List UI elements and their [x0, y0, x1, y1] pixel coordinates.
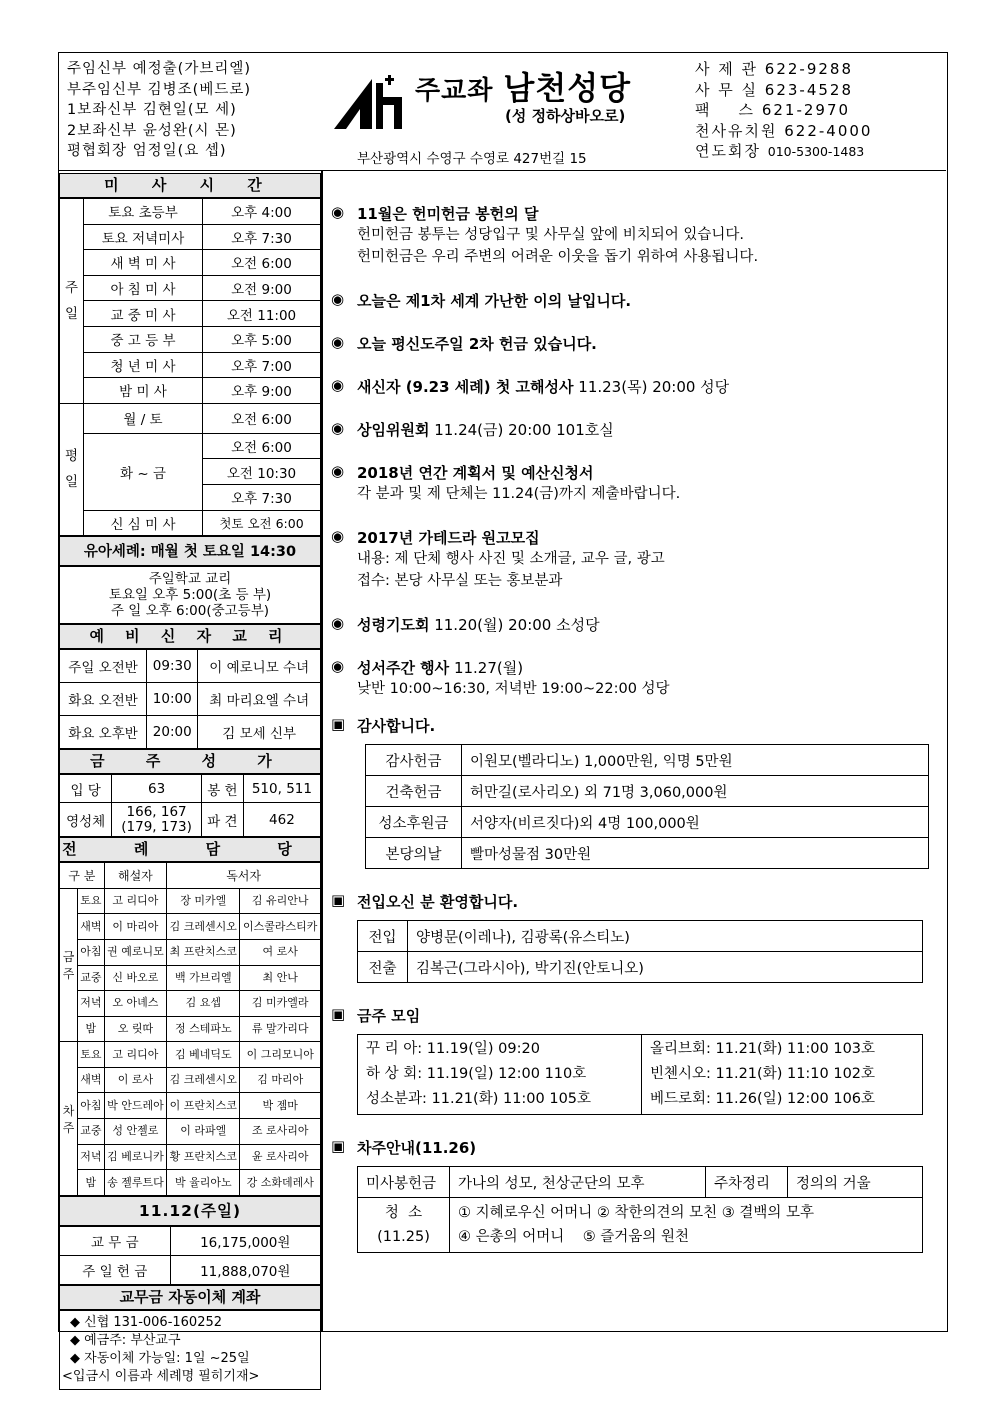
welcome-table [357, 920, 923, 983]
this-week-label [60, 888, 78, 1042]
info-line: ◆ 자동이체 가능일: 1일 ~25일 [70, 1350, 250, 1366]
meetings-table [357, 1034, 923, 1115]
infant-baptism: 유아세례: 매월 첫 토요일 14:30 [59, 536, 321, 566]
cleaning-label [358, 1198, 450, 1253]
school-line: 토요일 오후 5:00(초 등 부) [108, 587, 272, 604]
mass-time: 오후 4:00 [203, 199, 321, 225]
class-time: 10:00 [147, 683, 198, 716]
meeting-item: 꾸 리 아: 11.19(일) 09:20 [366, 1041, 540, 1057]
notice-item [331, 203, 943, 268]
commentator: 송 젤루트다 [104, 1170, 167, 1196]
hymn-label: 봉 헌 [201, 775, 243, 803]
header [59, 53, 946, 171]
reader: 김 베네딕도 [167, 1042, 240, 1068]
left-column [59, 173, 321, 1390]
staff-line: 부주임신부 김병조(베드로) [67, 81, 251, 98]
thanks-label: 감사헌금 [366, 745, 462, 776]
reader: 김 미카엘라 [240, 991, 321, 1017]
class-teacher: 최 마리요엘 수녀 [198, 683, 321, 716]
liturgy-slot: 교중 [78, 965, 105, 991]
subtitle: (성 정하상바오로) [505, 107, 626, 125]
notice-item [331, 462, 943, 505]
notice-title: 성서주간 행사 [357, 659, 450, 677]
liturgy-slot: 저녁 [78, 991, 105, 1017]
section-title: 금주 모임 [357, 1007, 421, 1025]
transfer-label: 전입 [358, 921, 408, 952]
reader: 조 로사리아 [240, 1119, 321, 1145]
square-bullet-icon: ▣ [331, 715, 346, 733]
staff-list [67, 59, 251, 162]
notice-schedule: 11.27(월) [449, 659, 524, 677]
bullet-icon: ◉ [331, 203, 345, 221]
cleaning-groups [450, 1198, 923, 1253]
next-week-table [357, 1166, 923, 1253]
thanks-value: 이원모(벨라디노) 1,000만원, 익명 5만원 [462, 745, 929, 776]
mass-time: 오전 6:00 [203, 250, 321, 276]
mass-name: 신 심 미 사 [84, 510, 203, 536]
contact-row [695, 59, 872, 80]
offering-table [59, 1226, 321, 1285]
offering-label: 주 일 헌 금 [60, 1255, 171, 1284]
mass-time: 오전 6:00 [203, 433, 321, 459]
sunday-school [59, 566, 321, 624]
offering-amount: 16,175,000원 [170, 1226, 320, 1255]
mass-times-table [59, 198, 321, 536]
liturgy-slot: 토요 [78, 888, 105, 914]
meeting-item: 하 상 회: 11.19(일) 12:00 110호 [366, 1066, 587, 1082]
church-logo-icon [332, 71, 412, 131]
meetings-left [358, 1035, 642, 1115]
label-text: 주일 [64, 279, 79, 322]
contact-row [695, 141, 872, 163]
mass-time: 오후 7:30 [203, 484, 321, 510]
hymn-number-line: (179, 173) [121, 818, 192, 835]
offering-date: 11.12(주일) [59, 1196, 321, 1226]
hymn-label: 영성체 [60, 803, 112, 837]
square-bullet-icon: ▣ [331, 891, 346, 909]
notice-title: 2018년 연간 계획서 및 예산신청서 [357, 464, 594, 482]
mass-name: 중 고 등 부 [84, 326, 203, 352]
reader: 강 소화데레사 [240, 1170, 321, 1196]
hymn-heading: 금 주 성 가 [59, 749, 321, 774]
reader: 최 프란치스코 [167, 939, 240, 965]
mass-name: 아 침 미 사 [84, 275, 203, 301]
mass-time: 오전 10:30 [203, 459, 321, 485]
class-name: 주일 오전반 [60, 650, 147, 683]
bullet-icon: ◉ [331, 333, 345, 351]
mass-time: 오전 9:00 [203, 275, 321, 301]
reader: 박 젬마 [240, 1093, 321, 1119]
commentator: 김 베로니카 [104, 1144, 167, 1170]
commentator: 오 아녜스 [104, 991, 167, 1017]
church-name [415, 63, 631, 109]
info-line: ◆ 예금주: 부산교구 [70, 1332, 181, 1348]
notice-detail: 헌미헌금 봉투는 성당입구 및 사무실 앞에 비치되어 있습니다. [357, 227, 745, 243]
reader: 류 말가리다 [240, 1016, 321, 1042]
section-title: 감사합니다. [357, 717, 436, 735]
square-bullet-icon: ▣ [331, 1137, 346, 1155]
hymn-label: 입 당 [60, 775, 112, 803]
reader: 장 미카엘 [167, 888, 240, 914]
liturgy-slot: 새벽 [78, 1067, 105, 1093]
class-name: 화요 오전반 [60, 683, 147, 716]
info-value: 가나의 성모, 천상군단의 모후 [450, 1167, 706, 1198]
notice-detail: 각 분과 및 제 단체는 11.24(금)까지 제출바랍니다. [357, 486, 681, 502]
notice-detail: 접수: 본당 사무실 또는 홍보분과 [357, 573, 563, 589]
info-label: 주차정리 [706, 1167, 788, 1198]
auto-transfer-heading: 교무금 자동이체 계좌 [59, 1285, 321, 1310]
mass-time: 오전 6:00 [203, 403, 321, 433]
reader: 김 마리아 [240, 1067, 321, 1093]
square-bullet-icon: ▣ [331, 1005, 346, 1023]
liturgy-col-head: 구 분 [60, 863, 105, 889]
class-teacher: 김 모세 신부 [198, 716, 321, 749]
label-text: 평일 [64, 448, 79, 491]
bullet-icon: ◉ [331, 376, 345, 394]
notice-item [331, 419, 943, 440]
info-line: ◆ 신협 131-006-160252 [70, 1314, 223, 1330]
thanks-section [331, 715, 943, 736]
notice-detail: 내용: 제 단체 행사 사진 및 소개글, 교우 글, 광고 [357, 551, 665, 567]
notice-item [331, 333, 943, 354]
reader: 이 프란치스코 [167, 1093, 240, 1119]
hymn-number: 63 [112, 775, 202, 803]
liturgy-col-head: 독서자 [167, 863, 321, 889]
notice-title: 새신자 (9.23 세례) 첫 고해성사 [357, 378, 574, 396]
commentator: 오 릿따 [104, 1016, 167, 1042]
section-title: 차주안내(11.26) [357, 1139, 477, 1157]
meeting-item: 성소분과: 11.21(화) 11:00 105호 [366, 1091, 592, 1107]
contact-row [695, 100, 872, 121]
commentator: 성 안젤로 [104, 1119, 167, 1145]
mass-name: 새 벽 미 사 [84, 250, 203, 276]
info-value-line: ① 지혜로우신 어머니 ② 착한의견의 모친 ③ 결백의 모후 [458, 1205, 815, 1221]
class-name: 화요 오후반 [60, 716, 147, 749]
notice-item [331, 290, 943, 311]
liturgy-slot: 아침 [78, 939, 105, 965]
class-time: 09:30 [147, 650, 198, 683]
reader: 정 스테파노 [167, 1016, 240, 1042]
contacts [695, 59, 872, 163]
notice-schedule: 11.20(월) 20:00 소성당 [429, 616, 600, 634]
contact-phone: 623-4528 [764, 80, 854, 99]
reader: 윤 로사리아 [240, 1144, 321, 1170]
staff-line: 1보좌신부 김현일(모 세) [67, 102, 237, 119]
notice-detail: 헌미헌금은 우리 주변의 어려운 이웃을 돕기 위하여 사용됩니다. [357, 249, 759, 265]
contact-phone: 621-2970 [761, 101, 851, 120]
transfer-names: 김복근(그라시아), 박기진(안토니오) [408, 952, 923, 983]
hymn-number [112, 803, 202, 837]
transfer-names: 양병문(이레나), 김광록(유스티노) [408, 921, 923, 952]
commentator: 고 리디아 [104, 888, 167, 914]
contact-phone: 010-5300-1483 [767, 144, 865, 160]
school-line: 주일학교 교리 [148, 571, 232, 588]
info-label: 미사봉헌금 [358, 1167, 450, 1198]
offering-label: 교 무 금 [60, 1226, 171, 1255]
contact-phone: 622-9288 [764, 60, 854, 78]
notice-title: 오늘은 제1차 세계 가난한 이의 날입니다. [357, 292, 632, 310]
thanks-label: 건축헌금 [366, 776, 462, 807]
info-label-line: 청 소 [384, 1205, 423, 1221]
weekday-label [60, 403, 84, 535]
bullet-icon: ◉ [331, 657, 345, 675]
notice-schedule: 11.23(목) 20:00 성당 [573, 378, 730, 396]
liturgy-col-head: 해설자 [104, 863, 167, 889]
bullet-icon: ◉ [331, 527, 345, 545]
thanks-table [365, 744, 929, 869]
auto-transfer-info [59, 1310, 321, 1390]
commentator: 박 안드레아 [104, 1093, 167, 1119]
contact-row [695, 80, 872, 101]
contact-label: 천사유치원 [695, 121, 778, 140]
thanks-value: 빨마성물점 30만원 [462, 838, 929, 869]
contact-row [695, 121, 872, 142]
liturgy-slot: 밤 [78, 1170, 105, 1196]
bullet-icon: ◉ [331, 614, 345, 632]
reader: 이스콜라스티카 [240, 914, 321, 940]
hymn-number-line: 166, 167 [126, 803, 187, 820]
reader: 김 크레센시오 [167, 914, 240, 940]
notice-title: 상임위원회 [357, 421, 430, 439]
bullet-icon: ◉ [331, 462, 345, 480]
reader: 김 요셉 [167, 991, 240, 1017]
notice-title: 성령기도회 [357, 616, 430, 634]
reader: 김 크레센시오 [167, 1067, 240, 1093]
info-label-line: (11.25) [377, 1229, 430, 1245]
meetings-right [642, 1035, 923, 1115]
notice-detail: 낮반 10:00~16:30, 저녁반 19:00~22:00 성당 [357, 681, 670, 697]
reader: 이 라파엘 [167, 1119, 240, 1145]
mass-name: 화 ~ 금 [84, 433, 203, 510]
liturgy-slot: 아침 [78, 1093, 105, 1119]
meeting-item: 베드로회: 11.26(일) 12:00 106호 [650, 1091, 876, 1107]
commentator: 이 로사 [104, 1067, 167, 1093]
liturgy-slot: 교중 [78, 1119, 105, 1145]
mass-times-heading: 미 사 시 간 [59, 173, 321, 198]
contact-label: 사 무 실 [695, 80, 759, 99]
liturgy-slot: 새벽 [78, 914, 105, 940]
thanks-value: 서양자(비르짓다)외 4명 100,000원 [462, 807, 929, 838]
thanks-label: 성소후원금 [366, 807, 462, 838]
staff-line: 2보좌신부 윤성완(시 몬) [67, 122, 237, 139]
title-prefix: 주교좌 [415, 76, 494, 106]
liturgy-table [59, 862, 321, 1196]
mass-name: 월 / 토 [84, 403, 203, 433]
reader: 최 안나 [240, 965, 321, 991]
label-text: 차주 [62, 1103, 75, 1135]
reader: 백 가브리엘 [167, 965, 240, 991]
reader: 황 프란치스코 [167, 1144, 240, 1170]
hymn-number: 510, 511 [243, 775, 320, 803]
page-title: 남천성당 [503, 69, 632, 107]
contact-phone: 622-4000 [784, 121, 873, 140]
liturgy-slot: 밤 [78, 1016, 105, 1042]
meeting-item: 빈첸시오: 11.21(화) 11:10 102호 [650, 1066, 876, 1082]
mass-time: 오후 7:30 [203, 224, 321, 250]
commentator: 이 마리아 [104, 914, 167, 940]
mass-time: 오전 11:00 [203, 301, 321, 327]
notice-item [331, 614, 943, 635]
info-line: <입금시 이름과 세례명 필히기재> [62, 1368, 260, 1384]
hymn-number: 462 [243, 803, 320, 837]
notice-schedule: 11.24(금) 20:00 101호실 [429, 421, 614, 439]
bullet-icon: ◉ [331, 290, 345, 308]
label-text: 금주 [62, 950, 75, 981]
notice-item [331, 527, 943, 592]
notices-column [331, 203, 943, 1253]
meetings-section [331, 1005, 943, 1026]
address: 부산광역시 수영구 수영로 427번길 15 [357, 151, 587, 167]
catechumen-heading: 예 비 신 자 교 리 [59, 624, 321, 649]
column-divider [321, 171, 323, 1331]
mass-time: 오후 7:00 [203, 352, 321, 378]
catechumen-table [59, 649, 321, 749]
transfer-label: 전출 [358, 952, 408, 983]
reader: 이 그리모니아 [240, 1042, 321, 1068]
sunday-label [60, 199, 84, 404]
mass-time: 오후 5:00 [203, 326, 321, 352]
welcome-section [331, 891, 943, 912]
mass-name: 청 년 미 사 [84, 352, 203, 378]
mass-name: 교 중 미 사 [84, 301, 203, 327]
thanks-value: 허만길(로사리오) 외 71명 3,060,000원 [462, 776, 929, 807]
mass-name: 밤 미 사 [84, 378, 203, 404]
staff-line: 평협회장 엄정일(요 셉) [67, 143, 227, 160]
reader: 김 유리안나 [240, 888, 321, 914]
contact-label: 사 제 관 [695, 60, 759, 78]
contact-label: 연도회장 [695, 142, 761, 161]
liturgy-heading: 전 례 담 당 [59, 837, 321, 862]
notice-title: 11월은 헌미헌금 봉헌의 달 [357, 205, 539, 223]
mass-name: 토요 저녁미사 [84, 224, 203, 250]
meeting-item: 올리브회: 11.21(화) 11:00 103호 [650, 1041, 876, 1057]
section-title: 전입오신 분 환영합니다. [357, 893, 519, 911]
commentator: 신 바오로 [104, 965, 167, 991]
commentator: 권 예로니모 [104, 939, 167, 965]
info-value-line: ④ 은총의 어머니 ⑤ 즐거움의 원천 [458, 1229, 689, 1245]
mass-time: 오후 9:00 [203, 378, 321, 404]
info-value: 정의의 거울 [788, 1167, 923, 1198]
notice-title: 오늘 평신도주일 2차 헌금 있습니다. [357, 335, 597, 353]
commentator: 고 리디아 [104, 1042, 167, 1068]
liturgy-slot: 저녁 [78, 1144, 105, 1170]
hymn-table [59, 774, 321, 837]
class-time: 20:00 [147, 716, 198, 749]
notice-title: 2017년 가테드라 원고모집 [357, 529, 540, 547]
reader: 여 로사 [240, 939, 321, 965]
mass-time: 첫토 오전 6:00 [203, 510, 321, 536]
next-week-label [60, 1042, 78, 1196]
next-week-section [331, 1137, 943, 1158]
bullet-icon: ◉ [331, 419, 345, 437]
thanks-label: 본당의날 [366, 838, 462, 869]
notice-item [331, 657, 943, 700]
liturgy-slot: 토요 [78, 1042, 105, 1068]
notice-item [331, 376, 943, 397]
mass-name: 토요 초등부 [84, 199, 203, 225]
bulletin-page [58, 52, 948, 1384]
offering-amount: 11,888,070원 [170, 1255, 320, 1284]
class-teacher: 이 예로니모 수녀 [198, 650, 321, 683]
staff-line: 주임신부 예정출(가브리엘) [67, 61, 251, 77]
school-line: 주 일 오후 6:00(중고등부) [110, 603, 270, 620]
contact-label: 팩 스 [695, 101, 756, 120]
hymn-label: 파 견 [201, 803, 243, 837]
reader: 박 율리아노 [167, 1170, 240, 1196]
